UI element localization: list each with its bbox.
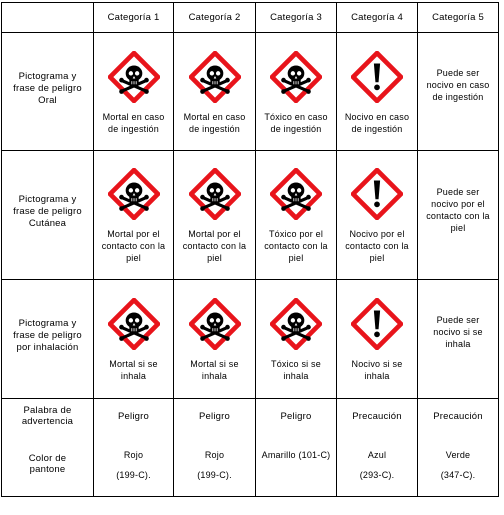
signal-pantone-cell bbox=[94, 399, 174, 497]
inhalation-row bbox=[2, 280, 499, 399]
row-label-line: frase de peligro bbox=[13, 82, 82, 94]
signal-pantone-cell bbox=[256, 399, 337, 497]
hazard-statement-line: piel bbox=[126, 253, 141, 263]
hazard-statement-line: de ingestión bbox=[189, 123, 240, 134]
pantone-label-line2: pantone bbox=[29, 464, 66, 475]
hazard-cell bbox=[337, 151, 418, 280]
pantone-color-name: Rojo bbox=[123, 450, 144, 460]
hazard-statement-line: contacto con la bbox=[101, 241, 166, 251]
row-label-line: Cutánea bbox=[28, 218, 67, 229]
hazard-statement-line: Mortal por el bbox=[188, 229, 241, 239]
hazard-statement-line: piel bbox=[288, 253, 304, 263]
signal-pantone-cell bbox=[174, 399, 256, 497]
pantone-code: (347-C). bbox=[440, 470, 476, 480]
hazard-cell bbox=[418, 280, 499, 399]
row-label-line: Pictograma y bbox=[18, 194, 77, 205]
oral-row bbox=[2, 33, 499, 151]
category-2-header: Categoría 2 bbox=[174, 3, 256, 33]
skull-crossbones-icon bbox=[108, 51, 160, 103]
signal-word: Peligro bbox=[199, 411, 230, 422]
hazard-cell bbox=[337, 280, 418, 399]
hazard-cell bbox=[94, 151, 174, 280]
exclamation-mark-icon bbox=[351, 168, 403, 220]
category-3-header: Categoría 3 bbox=[256, 3, 337, 33]
hazard-statement-line: Mortal en caso bbox=[102, 111, 165, 122]
skull-crossbones-icon bbox=[189, 298, 241, 350]
hazard-statement-line: Tóxico si se bbox=[271, 359, 321, 369]
hazard-statement-line: de ingestión bbox=[108, 123, 159, 134]
exclamation-mark-icon bbox=[351, 298, 403, 350]
hazard-statement-line: contacto con la bbox=[182, 241, 247, 251]
signal-word: Peligro bbox=[118, 411, 149, 422]
hazard-statement-line: piel bbox=[369, 253, 385, 263]
hazard-statement-line: Nocivo si se bbox=[351, 359, 403, 369]
pantone-code: (293-C). bbox=[359, 470, 395, 480]
hazard-statement-line: inhala bbox=[201, 371, 228, 381]
header-row bbox=[2, 3, 499, 33]
row-label-cell bbox=[2, 151, 94, 280]
skull-crossbones-icon bbox=[189, 51, 241, 103]
hazard-statement-line: Puede ser bbox=[436, 67, 480, 78]
skull-crossbones-icon bbox=[270, 298, 322, 350]
pantone-code: (199-C). bbox=[197, 470, 232, 480]
signal-word: Precaución bbox=[433, 411, 483, 422]
hazard-statement-line: Nocivo en caso bbox=[344, 111, 410, 122]
skull-crossbones-icon bbox=[108, 168, 160, 220]
hazard-cell bbox=[418, 33, 499, 151]
pantone-color-name: Rojo bbox=[204, 450, 225, 460]
hazard-statement-line: inhala bbox=[364, 371, 390, 381]
hazard-statement-line: Tóxico por el bbox=[268, 229, 324, 239]
signal-word: Peligro bbox=[280, 411, 312, 422]
row-label-line: frase de peligro bbox=[13, 330, 82, 341]
signal-pantone-cell bbox=[337, 399, 418, 497]
hazard-statement-line: de ingestión bbox=[270, 123, 322, 134]
signal-word: Precaución bbox=[352, 411, 402, 422]
skull-crossbones-icon bbox=[108, 298, 160, 350]
pantone-code: (199-C). bbox=[116, 470, 151, 480]
signal-pantone-cell bbox=[418, 399, 499, 497]
dermal-row bbox=[2, 151, 499, 280]
hazard-statement-line: inhala bbox=[445, 339, 471, 349]
hazard-statement-line: Puede ser bbox=[436, 187, 480, 197]
row-label-line: por inhalación bbox=[16, 342, 79, 353]
hazard-cell bbox=[418, 151, 499, 280]
signal-pantone-label-cell bbox=[2, 399, 94, 497]
hazard-statement-line: Mortal si se bbox=[190, 359, 239, 369]
hazard-statement-line: contacto con la bbox=[264, 241, 328, 251]
category-5-header: Categoría 5 bbox=[418, 3, 499, 33]
pantone-color-name: Azul bbox=[367, 450, 387, 460]
hazard-cell bbox=[337, 33, 418, 151]
hazard-statement-line: piel bbox=[450, 223, 466, 233]
hazard-cell bbox=[174, 280, 256, 399]
hazard-cell bbox=[94, 33, 174, 151]
row-label-cell bbox=[2, 33, 94, 151]
skull-crossbones-icon bbox=[270, 51, 322, 103]
hazard-statement-line: inhala bbox=[120, 371, 147, 381]
hazard-statement-line: nocivo por el bbox=[431, 199, 485, 209]
ghs-toxicity-table bbox=[1, 2, 499, 497]
hazard-cell bbox=[256, 33, 337, 151]
hazard-statement-line: contacto con la bbox=[426, 211, 490, 221]
hazard-statement-line: Tóxico en caso bbox=[264, 111, 328, 122]
row-label-line: Oral bbox=[38, 94, 57, 106]
hazard-statement-line: contacto con la bbox=[345, 241, 409, 251]
hazard-statement-line: inhala bbox=[283, 371, 309, 381]
hazard-statement-line: Mortal en caso bbox=[183, 111, 246, 122]
hazard-cell bbox=[256, 151, 337, 280]
hazard-statement-line: nocivo en caso bbox=[426, 79, 490, 90]
exclamation-mark-icon bbox=[351, 51, 403, 103]
hazard-statement-line: piel bbox=[207, 253, 222, 263]
hazard-statement-line: de ingestión bbox=[351, 123, 403, 134]
hazard-cell bbox=[174, 33, 256, 151]
row-label-cell bbox=[2, 280, 94, 399]
hazard-cell bbox=[94, 280, 174, 399]
corner-cell bbox=[2, 3, 94, 33]
signal-pantone-row bbox=[2, 399, 499, 497]
skull-crossbones-icon bbox=[270, 168, 322, 220]
hazard-statement-line: nocivo si se bbox=[433, 327, 483, 337]
signal-word-label-line1: Palabra de bbox=[23, 405, 72, 416]
row-label-line: Pictograma y bbox=[18, 318, 77, 329]
category-1-header: Categoría 1 bbox=[94, 3, 174, 33]
hazard-cell bbox=[256, 280, 337, 399]
pantone-color-name: Amarillo (101-C) bbox=[261, 450, 331, 460]
row-label-line: frase de peligro bbox=[13, 206, 82, 217]
category-4-header: Categoría 4 bbox=[337, 3, 418, 33]
hazard-statement-line: de ingestión bbox=[432, 91, 484, 102]
hazard-statement-line: Mortal si se bbox=[109, 359, 158, 369]
hazard-statement-line: Mortal por el bbox=[107, 229, 160, 239]
row-label-line: Pictograma y bbox=[18, 70, 77, 82]
skull-crossbones-icon bbox=[189, 168, 241, 220]
pantone-label-line1: Color de bbox=[28, 453, 67, 464]
signal-word-label-line2: advertencia bbox=[21, 416, 74, 427]
hazard-statement-line: Puede ser bbox=[436, 315, 480, 325]
hazard-cell bbox=[174, 151, 256, 280]
hazard-statement-line: Nocivo por el bbox=[349, 229, 405, 239]
pantone-color-name: Verde bbox=[445, 450, 471, 460]
